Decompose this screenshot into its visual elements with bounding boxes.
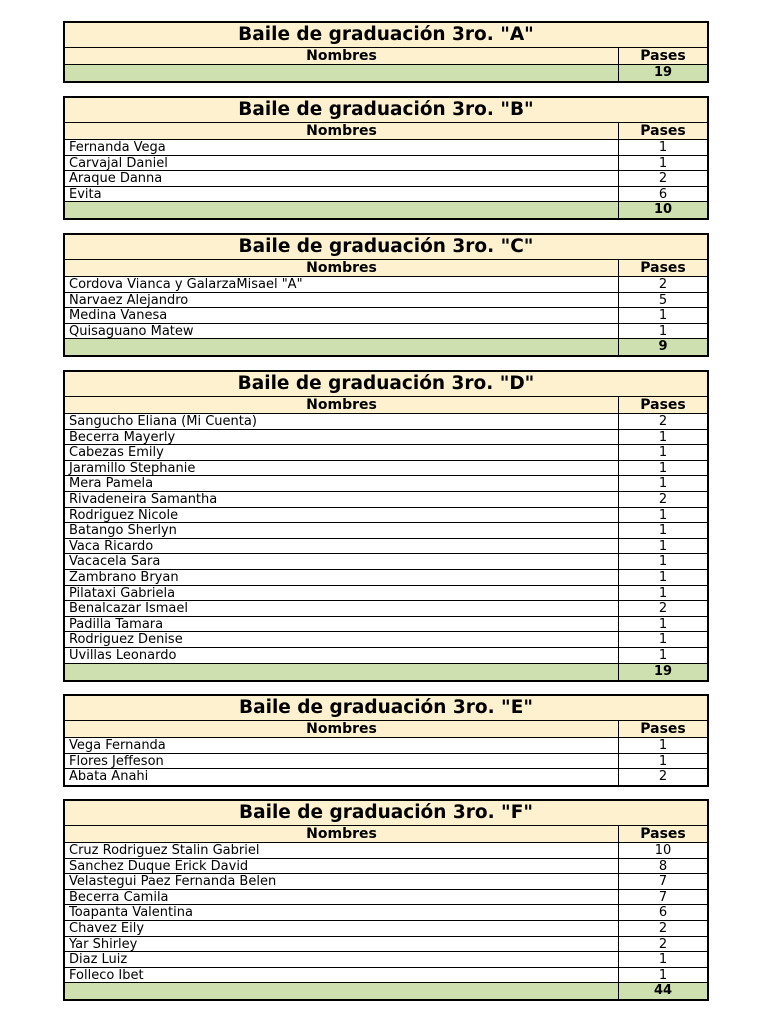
passes-cell: 1: [618, 754, 707, 769]
passes-cell: 2: [618, 921, 707, 936]
passes-cell: 1: [618, 632, 707, 647]
table-row: [65, 968, 707, 984]
student-name-cell: Evita: [69, 186, 102, 202]
table-row: [65, 492, 707, 508]
total-passes-cell: 19: [618, 65, 707, 81]
section-title: Baile de graduación 3ro. "C": [65, 235, 707, 260]
passes-cell: 1: [618, 554, 707, 569]
passes-cell: 1: [618, 156, 707, 171]
table-row: [65, 874, 707, 890]
passes-cell: 1: [618, 738, 707, 753]
section-3ro-e: [63, 694, 709, 787]
student-name-cell: Vaca Ricardo: [69, 538, 154, 554]
passes-cell: 2: [618, 601, 707, 616]
section-3ro-c: [63, 233, 709, 357]
column-header-passes: Pases: [618, 826, 707, 842]
column-header-names: Nombres: [306, 721, 377, 737]
student-name-cell: Mera Pamela: [69, 476, 154, 491]
table-row: [65, 476, 707, 492]
table-row: [65, 539, 707, 555]
student-name-cell: Fernanda Vega: [69, 140, 166, 155]
passes-cell: 1: [618, 648, 707, 663]
column-header-passes: Pases: [618, 123, 707, 139]
student-name-cell: Chavez Eily: [69, 920, 145, 936]
student-name-cell: Toapanta Valentina: [69, 905, 193, 920]
student-name-cell: Pilataxi Gabriela: [69, 585, 176, 601]
table-row: [65, 769, 707, 785]
passes-cell: 1: [618, 523, 707, 538]
passes-cell: 1: [618, 539, 707, 554]
passes-cell: 1: [618, 968, 707, 983]
table-row: [65, 937, 707, 953]
student-name-cell: Abata Anahi: [69, 769, 149, 785]
table-row: [65, 648, 707, 664]
table-row: [65, 738, 707, 754]
passes-cell: 1: [618, 461, 707, 476]
passes-cell: 1: [618, 476, 707, 491]
section-title: Baile de graduación 3ro. "B": [65, 98, 707, 123]
student-name-cell: Padilla Tamara: [69, 616, 164, 632]
student-name-cell: Velastegui Paez Fernanda Belen: [69, 874, 277, 889]
passes-cell: 7: [618, 890, 707, 905]
table-row: [65, 570, 707, 586]
student-name-cell: Uvillas Leonardo: [69, 647, 177, 663]
column-header-passes: Pases: [618, 260, 707, 276]
table-row: [65, 445, 707, 461]
table-row: [65, 632, 707, 648]
student-name-cell: Narvaez Alejandro: [69, 292, 189, 308]
student-name-cell: Yar Shirley: [69, 936, 138, 952]
table-header-row: [65, 123, 707, 140]
total-passes-cell: 9: [618, 339, 707, 355]
passes-cell: 6: [618, 905, 707, 920]
student-name-cell: Rivadeneira Samantha: [69, 491, 218, 507]
column-header-names: Nombres: [306, 260, 377, 276]
table-row: [65, 277, 707, 293]
passes-cell: 2: [618, 414, 707, 429]
table-row: [65, 905, 707, 921]
total-passes-cell: 19: [618, 664, 707, 680]
total-label-cell: [65, 339, 618, 355]
student-name-cell: Sanchez Duque Erick David: [69, 858, 249, 874]
table-row: [65, 617, 707, 633]
table-row: [65, 523, 707, 539]
passes-cell: 5: [618, 293, 707, 308]
passes-cell: 1: [618, 508, 707, 523]
total-label-cell: [65, 983, 618, 999]
table-row: [65, 324, 707, 340]
student-name-cell: Becerra Mayerly: [69, 429, 176, 445]
table-header-row: [65, 826, 707, 843]
passes-cell: 1: [618, 952, 707, 967]
table-row: [65, 554, 707, 570]
passes-cell: 6: [618, 187, 707, 202]
student-name-cell: Sangucho Eliana (Mi Cuenta): [69, 414, 257, 429]
passes-cell: 2: [618, 769, 707, 785]
table-row: [65, 187, 707, 203]
column-header-names: Nombres: [306, 397, 377, 413]
table-row: [65, 586, 707, 602]
student-name-cell: Folleco Ibet: [69, 967, 144, 983]
total-row: [65, 339, 707, 355]
passes-cell: 2: [618, 937, 707, 952]
table-row: [65, 430, 707, 446]
passes-cell: 2: [618, 277, 707, 292]
passes-cell: 1: [618, 445, 707, 460]
total-row: [65, 65, 707, 81]
table-row: [65, 308, 707, 324]
table-header-row: [65, 397, 707, 414]
table-row: [65, 754, 707, 770]
section-title: Baile de graduación 3ro. "A": [65, 23, 707, 48]
section-3ro-a: [63, 21, 709, 83]
student-name-cell: Cruz Rodriguez Stalin Gabriel: [69, 843, 260, 858]
passes-cell: 1: [618, 140, 707, 155]
student-name-cell: Araque Danna: [69, 171, 163, 186]
table-header-row: [65, 260, 707, 277]
table-row: [65, 414, 707, 430]
table-row: [65, 156, 707, 172]
passes-cell: 8: [618, 859, 707, 874]
total-passes-cell: 10: [618, 202, 707, 218]
passes-cell: 1: [618, 617, 707, 632]
student-name-cell: Carvajal Daniel: [69, 155, 168, 171]
student-name-cell: Medina Vanesa: [69, 308, 168, 323]
passes-cell: 1: [618, 308, 707, 323]
section-title: Baile de graduación 3ro. "F": [65, 801, 707, 826]
student-name-cell: Batango Sherlyn: [69, 523, 177, 538]
passes-cell: 1: [618, 586, 707, 601]
student-name-cell: Zambrano Bryan: [69, 569, 179, 585]
student-name-cell: Becerra Camila: [69, 889, 169, 905]
table-row: [65, 293, 707, 309]
table-row: [65, 921, 707, 937]
table-row: [65, 601, 707, 617]
table-row: [65, 140, 707, 156]
section-3ro-b: [63, 96, 709, 220]
passes-cell: 1: [618, 324, 707, 339]
section-3ro-f: [63, 799, 709, 1001]
total-label-cell: [65, 202, 618, 218]
passes-cell: 2: [618, 171, 707, 186]
student-name-cell: Rodriguez Denise: [69, 632, 183, 647]
total-row: [65, 664, 707, 680]
total-label-cell: [65, 65, 618, 81]
student-name-cell: Vega Fernanda: [69, 738, 166, 753]
student-name-cell: Quisaguano Matew: [69, 323, 194, 339]
passes-cell: 7: [618, 874, 707, 889]
section-3ro-d: [63, 370, 709, 682]
total-passes-cell: 44: [618, 983, 707, 999]
table-row: [65, 952, 707, 968]
passes-cell: 1: [618, 570, 707, 585]
table-row: [65, 843, 707, 859]
passes-cell: 10: [618, 843, 707, 858]
student-name-cell: Cordova Vianca y GalarzaMisael "A": [69, 277, 303, 292]
table-row: [65, 461, 707, 477]
column-header-names: Nombres: [306, 48, 377, 64]
table-row: [65, 171, 707, 187]
section-title: Baile de graduación 3ro. "E": [65, 696, 707, 721]
table-row: [65, 890, 707, 906]
passes-cell: 2: [618, 492, 707, 507]
section-title: Baile de graduación 3ro. "D": [65, 372, 707, 397]
table-row: [65, 508, 707, 524]
table-header-row: [65, 721, 707, 738]
table-row: [65, 859, 707, 875]
student-name-cell: Cabezas Emily: [69, 445, 164, 460]
passes-cell: 1: [618, 430, 707, 445]
student-name-cell: Flores Jeffeson: [69, 753, 164, 769]
table-header-row: [65, 48, 707, 65]
column-header-names: Nombres: [306, 826, 377, 842]
student-name-cell: Rodriguez Nicole: [69, 507, 179, 523]
student-name-cell: Jaramillo Stephanie: [69, 460, 196, 476]
student-name-cell: Diaz Luiz: [69, 952, 128, 967]
total-label-cell: [65, 664, 618, 680]
column-header-passes: Pases: [618, 48, 707, 64]
total-row: [65, 983, 707, 999]
total-row: [65, 202, 707, 218]
student-name-cell: Vacacela Sara: [69, 554, 161, 569]
student-name-cell: Benalcazar Ismael: [69, 601, 188, 616]
column-header-passes: Pases: [618, 397, 707, 413]
column-header-passes: Pases: [618, 721, 707, 737]
column-header-names: Nombres: [306, 123, 377, 139]
